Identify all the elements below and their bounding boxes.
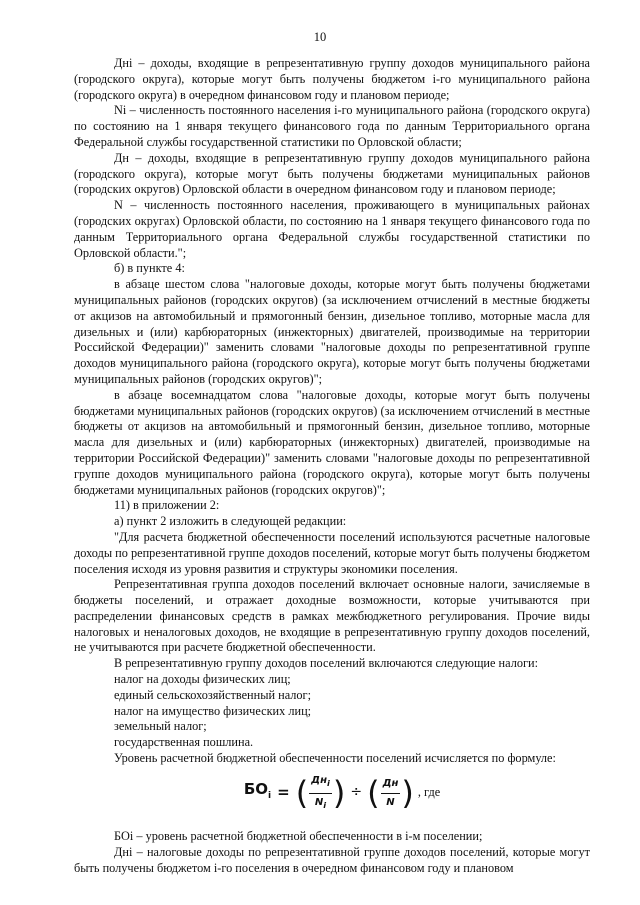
fraction-dni-ni: $\frac{Дн_i}{N_i}$ bbox=[311, 774, 330, 810]
formula bbox=[74, 773, 590, 814]
tax-list-item: земельный налог; bbox=[114, 719, 207, 734]
paragraph-dn: Дн – доходы, входящие в репрезентативную группу доходов муниципального района (городского округа), которые могут быть получены бюджетами муниципальных районов (городских округов) Орловской области в очередном финансовом году и плановом периоде; bbox=[74, 150, 590, 197]
formula-lhs: $БО_i$ bbox=[243, 779, 272, 801]
paragraph-ni: Ni – численность постоянного населения i-го муниципального района (городского округа) по состоянию на 1 января текущего финансового года по данным Территориального органа Федеральной службы государственной статистики по Орловской области; bbox=[74, 103, 590, 149]
open-paren-icon: ( bbox=[295, 774, 309, 813]
paragraph-calc-basis: "Для расчета бюджетной обеспеченности поселений используются расчетные налоговые доходы по репрезентативной группе доходов поселений, которые могут быть получены бюджетом поселения исходя из уровня развития и структуры экономики поселения. bbox=[74, 529, 590, 576]
fraction-dn-n: $\frac{Дн}{N}$ bbox=[382, 777, 399, 808]
tax-list-item: налог на имущество физических лиц; bbox=[114, 703, 312, 718]
tax-list-item: единый сельскохозяйственный налог; bbox=[114, 687, 312, 702]
paragraph-abzac-6: в абзаце шестом слова "налоговые доходы, которые могут быть получены бюджетами муниципальных районов (городских округов) (за исключением отчислений в местные бюджеты от акцизов на автомобильный и прямогонный бензин, дизельное топливо, моторные масла для дизельных и (или) карбюраторных (инжекторных) двигателей, производимые на территории Российской Федерации)" заменить словами "налоговые доходы по репрезентативной группе доходов муниципального района (городского округа), которые могут быть получены бюджетами муниципальных районов (городских округов)"; bbox=[74, 277, 590, 386]
page-number: 10 bbox=[313, 30, 327, 44]
formula-where: , где bbox=[417, 785, 441, 800]
tax-list-item: государственная пошлина. bbox=[114, 735, 254, 750]
paragraph-taxes-intro: В репрезентативную группу доходов поселений включаются следующие налоги: bbox=[114, 656, 539, 671]
paragraph-formula-intro: Уровень расчетной бюджетной обеспеченности поселений исчисляется по формуле: bbox=[114, 751, 556, 766]
division-sign: ÷ bbox=[350, 784, 363, 801]
paragraph-item-a: а) пункт 2 изложить в следующей редакции: bbox=[114, 514, 347, 529]
close-paren-icon: ) bbox=[332, 774, 346, 813]
paragraph-dni-settlement: Днi – налоговые доходы по репрезентативной группе доходов поселений, которые могут быть получены бюджетом i-го поселения в очередном финансовом году и плановом bbox=[74, 845, 590, 876]
close-paren-icon: ) bbox=[401, 774, 414, 813]
paragraph-item-b: б) в пункте 4: bbox=[114, 261, 185, 276]
paragraph-boi: БОi – уровень расчетной бюджетной обеспеченности в i-м поселении; bbox=[114, 829, 483, 844]
paragraph-representative-group: Репрезентативная группа доходов поселений включает основные налоги, зачисляемые в бюджеты поселений, и отражает доходные возможности, которые учитываются при распределении финансовых средств в рамках межбюджетного регулирования. Прочие виды налоговых и неналоговых доходов, не входящие в репрезентативную группу доходов поселений, не учитываются при расчете бюджетной обеспеченности. bbox=[74, 577, 590, 655]
paragraph-item-11: 11) в приложении 2: bbox=[114, 498, 220, 513]
paragraph-dni: Днi – доходы, входящие в репрезентативную группу доходов муниципального района (городского округа), которые могут быть получены бюджетом i-го муниципального района (городского округа) в очередном финансовом году и плановом периоде; bbox=[74, 56, 590, 102]
formula-equals: = bbox=[277, 783, 290, 802]
document-body bbox=[74, 56, 590, 877]
paragraph-n: N – численность постоянного населения, проживающего в муниципальных районах (городских округах) Орловской области, по состоянию на 1 января текущего финансового года по данным Территориального органа Федеральной службы государственной статистики по Орловской области."; bbox=[74, 198, 590, 260]
open-paren-icon: ( bbox=[367, 774, 380, 813]
tax-list bbox=[74, 672, 590, 751]
paragraph-abzac-18: в абзаце восемнадцатом слова "налоговые доходы, которые могут быть получены бюджетами муниципальных районов (городских округов) (за исключением отчислений в местные бюджеты от акцизов на автомобильный и прямогонный бензин, дизельное топливо, моторные масла для дизельных и (или) карбюраторных (инжекторных) двигателей, производимые на территории Российской Федерации)" заменить словами "налоговые доходы по репрезентативной группе доходов муниципального района (городского округа), которые могут быть получены бюджетами муниципальных районов (городских округов)"; bbox=[74, 387, 590, 497]
tax-list-item: налог на доходы физических лиц; bbox=[114, 672, 291, 687]
